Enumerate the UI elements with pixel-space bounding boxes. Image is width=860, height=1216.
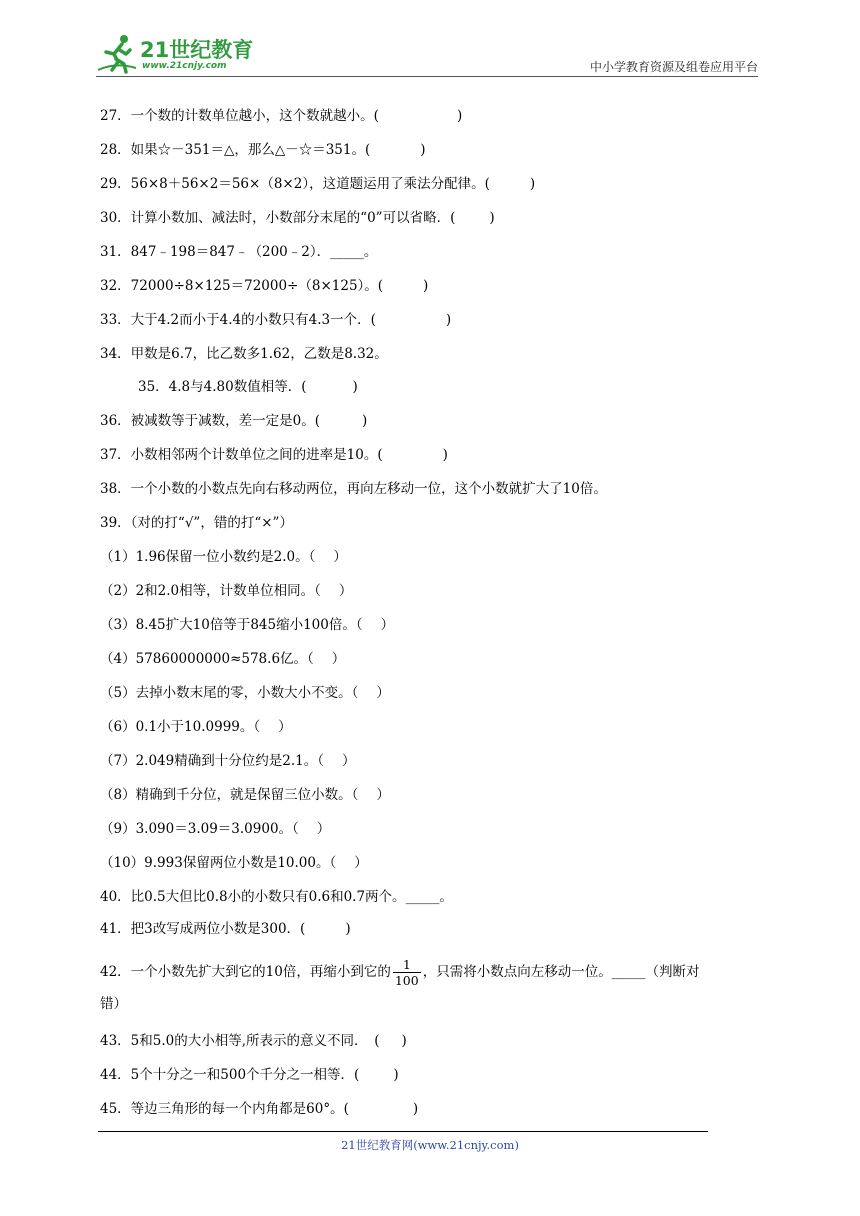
question-text: 27．一个数的计数单位越小，这个数就越小。( [100,108,379,124]
closing-paren: ) [423,278,429,294]
question-q37 [100,446,448,464]
question-q39-6 [100,718,292,736]
closing-paren: ) [420,142,426,158]
question-q32 [100,277,428,295]
footer-text[interactable]: 21世纪教育网(www.21cnjy.com) [341,1138,519,1152]
question-text: （2）2和2.0相等，计数单位相同。（ [100,583,321,599]
question-q30 [100,209,495,227]
question-text: 40．比0.5大但比0.8小的小数只有0.6和0.7两个。 [100,889,406,905]
q42-text-before: 42．一个小数先扩大到它的10倍，再缩小到它的 [100,964,391,980]
question-q33 [100,311,451,329]
question-q39-5 [100,684,390,702]
question-text: 41．把3改写成两位小数是300．( [100,921,306,937]
footer-divider [98,1131,708,1132]
question-text-after: 。 [439,889,453,905]
logo-url: www.21cnjy.com [142,61,227,71]
closing-paren: ) [401,1033,407,1049]
question-q31 [100,243,377,261]
question-text: （1）1.96保留一位小数约是2.0。（ [100,549,316,565]
question-text: （4）57860000000≈578.6亿。（ [100,651,314,667]
question-q29 [100,175,535,193]
question-text: 43．5和5.0的大小相等,所表示的意义不同． ( [100,1033,380,1049]
question-q34 [100,345,388,363]
fraction-numerator: 1 [393,957,421,973]
q42-tail: （判断对 [645,964,700,980]
question-q36 [100,412,367,430]
question-42-line2 [100,995,127,1013]
question-q45 [100,1100,418,1118]
question-q44 [100,1066,399,1084]
q42-blank[interactable]: _____ [611,964,646,980]
question-q39-7 [100,752,355,770]
question-text: 30．计算小数加、减法时，小数部分末尾的“0”可以省略．( [100,210,456,226]
closing-paren: ) [352,379,358,395]
closing-paren: ) [445,312,452,328]
closing-paren: ） [338,583,353,599]
question-q39-3 [100,616,394,634]
question-text: 39．（对的打“√”，错的打“×”） [100,515,293,531]
question-text: （8）精确到千分位，就是保留三位小数。（ [100,787,359,803]
question-q28 [100,141,426,159]
fraction [393,957,421,988]
question-q39-1 [100,548,347,566]
closing-paren: ) [345,921,351,937]
question-text: 38．一个小数的小数点先向右移动两位，再向左移动一位，这个小数就扩大了10倍。 [100,481,607,497]
logo-text: 21世纪教育 [140,38,254,62]
closing-paren: ) [489,210,495,226]
answer-blank[interactable]: _____ [330,244,364,260]
closing-paren: ） [341,753,356,769]
question-q39-2 [100,582,352,600]
question-q39-9 [100,820,330,838]
header-divider [96,76,758,77]
question-text: （10）9.993保留两位小数是10.00。（ [100,855,337,871]
question-text: （7）2.049精确到十分位约是2.1。（ [100,753,324,769]
question-q38 [100,480,607,498]
question-text: 35．4.8与4.80数值相等．( [138,379,307,395]
question-q40 [100,888,453,906]
closing-paren: ） [376,685,390,701]
question-text: 32．72000÷8×125＝72000÷（8×125）。( [100,278,384,294]
closing-paren: ） [354,855,368,871]
question-q39 [100,514,293,532]
closing-paren: ) [529,176,536,192]
closing-paren: ） [331,651,346,667]
closing-paren: ） [316,821,331,837]
question-text: 44．5个十分之一和500个千分之一相等．( [100,1067,360,1083]
question-42 [100,957,699,988]
question-text-after: 。 [363,244,378,260]
question-text: 34．甲数是6.7，比乙数多1.62，乙数是8.32。 [100,346,388,362]
question-text: （5）去掉小数末尾的零，小数大小不变。（ [100,685,359,701]
question-q41 [100,920,351,938]
question-q39-4 [100,650,345,668]
question-text: 45．等边三角形的每一个内角都是60°。( [100,1101,349,1117]
closing-paren: ） [278,719,292,735]
platform-name: 中小学教育资源及组卷应用平台 [589,60,758,74]
question-q43 [100,1032,407,1050]
fraction-denominator: 100 [394,973,419,988]
question-q39-8 [100,786,390,804]
question-q27 [100,107,462,125]
closing-paren: ) [442,447,448,463]
question-q39-10 [100,854,368,872]
question-text: （6）0.1小于10.0999。（ [100,719,261,735]
q42-text-after: ，只需将小数点向左移动一位。 [422,964,612,980]
closing-paren: ) [362,413,368,429]
page-header [96,30,758,80]
closing-paren: ) [412,1101,419,1117]
runner-icon [96,32,140,76]
logo[interactable] [96,32,266,76]
closing-paren: ） [376,787,390,803]
question-q35 [138,378,358,396]
closing-paren: ) [456,108,463,124]
closing-paren: ） [333,549,347,565]
closing-paren: ) [393,1067,399,1083]
question-text: 31．847﹣198＝847﹣（200﹣2）． [100,244,331,260]
question-text: 37．小数相邻两个计数单位之间的进率是10。( [100,447,383,463]
closing-paren: ） [380,617,395,633]
question-text: 28．如果☆－351＝△，那么△－☆＝351。( [100,142,371,158]
question-text: （3）8.45扩大10倍等于845缩小100倍。（ [100,617,363,633]
question-text: （9）3.090＝3.09＝3.0900。（ [100,821,299,837]
question-text: 29．56×8＋56×2＝56×（8×2），这道题运用了乘法分配律。( [100,176,490,192]
answer-blank[interactable]: _____ [405,889,440,905]
question-text: 36．被减数等于减数，差一定是0。( [100,413,321,429]
q42-line2: 错） [100,996,127,1012]
question-text: 33．大于4.2而小于4.4的小数只有4.3一个．( [100,312,376,328]
